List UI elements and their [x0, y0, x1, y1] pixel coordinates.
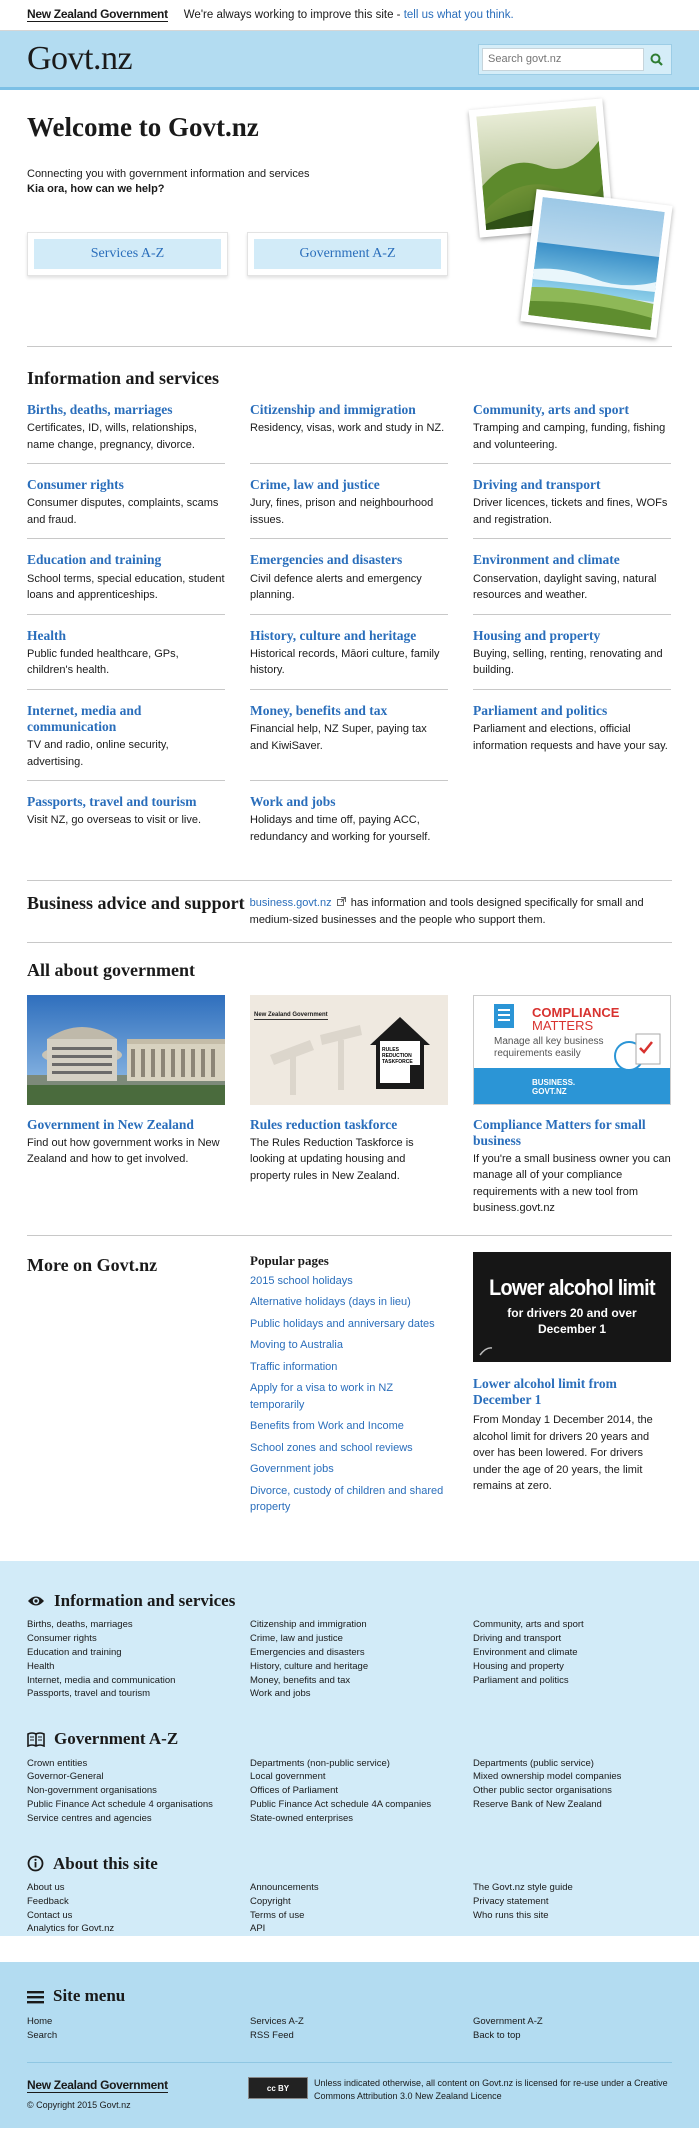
info-item-housing[interactable]: Housing and property Buying, selling, renting, renovating and building.: [473, 628, 671, 690]
nz-government-logo[interactable]: New Zealand Government: [27, 6, 168, 21]
footer-link[interactable]: Consumer rights: [27, 1633, 97, 1645]
footer-link[interactable]: Passports, travel and tourism: [27, 1688, 151, 1700]
info-icon: [27, 1855, 44, 1872]
footer-link[interactable]: Contact us: [27, 1909, 73, 1921]
footer-link[interactable]: Public Finance Act schedule 4A companies: [250, 1798, 432, 1810]
info-item-money[interactable]: Money, benefits and tax Financial help, NZ Super, paying tax and KiwiSaver.: [250, 703, 448, 781]
services-az-button[interactable]: Services A-Z: [27, 232, 228, 276]
popular-link[interactable]: School zones and school reviews: [250, 1441, 413, 1454]
footer-link[interactable]: Driving and transport: [473, 1633, 562, 1645]
footer-bottom: [27, 2062, 672, 2127]
site-logo[interactable]: Govt.nz: [27, 40, 133, 78]
info-item-parliament[interactable]: Parliament and politics Parliament and elections, official information requests and have your say.: [473, 702, 668, 752]
popular-link[interactable]: Benefits from Work and Income: [250, 1420, 404, 1433]
gov-card-rules-reduction[interactable]: New Zealand Government RULES REDUCTION TASKFORCE Rules reduction taskforce The Rules Reduction Taskforce is looking at updating housing and property rules in New Zealand.: [250, 995, 448, 1217]
popular-link[interactable]: Government jobs: [250, 1463, 334, 1476]
footer-info-services: [27, 1589, 672, 1701]
book-icon: [27, 1732, 45, 1747]
more-on-govt: [27, 1236, 672, 1561]
footer-link[interactable]: Environment and climate: [473, 1646, 578, 1658]
footer-link[interactable]: Education and training: [27, 1646, 122, 1658]
footer-link[interactable]: Service centres and agencies: [27, 1812, 152, 1824]
search-form: [478, 44, 672, 75]
footer-info-title: Information and services: [54, 1590, 236, 1610]
information-and-services: [27, 347, 672, 881]
page-title: Welcome to Govt.nz: [27, 112, 259, 142]
footer-link[interactable]: Citizenship and immigration: [250, 1619, 367, 1631]
business-title: Business advice and support: [27, 893, 245, 914]
greeting: Kia ora, how can we help?: [27, 183, 165, 195]
footer-link[interactable]: Crown entities: [27, 1757, 88, 1769]
info-item-work[interactable]: Work and jobs Holidays and time off, paying ACC, redundancy and working for yourself.: [250, 794, 431, 843]
search-input[interactable]: [482, 48, 644, 71]
popular-link[interactable]: Apply for a visa to work in NZ temporarily: [250, 1382, 394, 1411]
footer-link[interactable]: Housing and property: [473, 1660, 564, 1672]
popular-link[interactable]: Moving to Australia: [250, 1339, 343, 1352]
info-item-crime[interactable]: Crime, law and justice Jury, fines, prison and neighbourhood issues.: [250, 477, 448, 539]
news-title[interactable]: Lower alcohol limit from December 1: [473, 1375, 617, 1408]
tagline: Connecting you with government information and services: [27, 168, 310, 180]
footer-link[interactable]: Privacy statement: [473, 1895, 549, 1907]
license: [248, 2077, 672, 2102]
footer-link[interactable]: Community, arts and sport: [473, 1619, 584, 1631]
popular-link[interactable]: Public holidays and anniversary dates: [250, 1317, 435, 1330]
info-item-consumer[interactable]: Consumer rights Consumer disputes, complaints, scams and fraud.: [27, 477, 225, 539]
footer-link[interactable]: Analytics for Govt.nz: [27, 1923, 115, 1935]
gov-card-compliance[interactable]: COMPLIANCE MATTERS Manage all key business requirements easily BUSINESS. GOVT.NZ Compliance Matters for small business If you're a small business owner you can manage all of your compliance requirements with a new tool from business.govt.nz: [473, 995, 671, 1217]
info-item-passports[interactable]: Passports, travel and tourism Visit NZ, go overseas to visit or live.: [27, 794, 202, 827]
footer-link[interactable]: Other public sector organisations: [473, 1785, 612, 1797]
all-about-government: [27, 943, 672, 1236]
site-header: [0, 31, 699, 90]
footer-link[interactable]: Copyright: [250, 1895, 291, 1907]
menu-link-government-az[interactable]: Government A-Z: [473, 2015, 543, 2027]
license-text: Unless indicated otherwise, all content on Govt.nz is licensed for re-use under a Creative Commons Attribution 3.0 New Zealand Licence: [314, 2078, 668, 2101]
feedback-message: We're always working to improve this site - tell us what you think.: [183, 8, 514, 21]
footer-link[interactable]: Crime, law and justice: [250, 1633, 343, 1645]
gov-section-title: All about government: [27, 959, 195, 980]
info-item-births[interactable]: Births, deaths, marriages Certificates, ID, wills, relationships, name change, pregnancy, divorce.: [27, 402, 225, 464]
business-text: business.govt.nz has information and tools designed specifically for small and medium-sized businesses and the people who support them.: [249, 897, 644, 927]
search-button[interactable]: [644, 48, 668, 71]
beach-image: [528, 197, 665, 330]
popular-link[interactable]: Traffic information: [250, 1360, 338, 1373]
info-item-citizenship[interactable]: Citizenship and immigration Residency, visas, work and study in NZ.: [250, 402, 448, 464]
footer-link[interactable]: Work and jobs: [250, 1688, 311, 1700]
footer-link[interactable]: Governor-General: [27, 1771, 104, 1783]
beehive-image: [27, 995, 225, 1105]
rules-reduction-image: New Zealand Government RULES REDUCTION TASKFORCE: [250, 995, 448, 1105]
footer-link[interactable]: State-owned enterprises: [250, 1812, 353, 1824]
footer-link[interactable]: Announcements: [250, 1882, 319, 1894]
business-advice: [27, 881, 672, 942]
menu-link-back-to-top[interactable]: Back to top: [473, 2029, 521, 2041]
info-item-history[interactable]: History, culture and heritage Historical records, Māori culture, family history.: [250, 628, 448, 690]
footer-link[interactable]: Parliament and politics: [473, 1674, 569, 1686]
info-section-title: Information and services: [27, 368, 219, 388]
popular-link[interactable]: Divorce, custody of children and shared property: [250, 1484, 444, 1514]
site-menu-title: Site menu: [53, 1986, 126, 2006]
footer-link[interactable]: Public Finance Act schedule 4 organisations: [27, 1798, 213, 1810]
info-item-environment[interactable]: Environment and climate Conservation, daylight saving, natural resources and weather.: [473, 552, 671, 614]
footer-link[interactable]: Reserve Bank of New Zealand: [473, 1798, 602, 1810]
menu-icon: [27, 1990, 44, 2004]
news-desc: From Monday 1 December 2014, the alcohol limit for drivers 20 years and over has been lowered. For drivers under the age of 20 years, the limit remains at zero.: [473, 1414, 653, 1493]
more-title: More on Govt.nz: [27, 1254, 158, 1275]
footer-link[interactable]: Terms of use: [250, 1909, 305, 1921]
news-feature: [473, 1252, 671, 1521]
beach-photo: [520, 189, 672, 338]
top-bar: [0, 0, 699, 31]
info-item-health[interactable]: Health Public funded healthcare, GPs, children's health.: [27, 628, 225, 690]
external-link-icon: [337, 897, 346, 906]
footer-link[interactable]: Departments (public service): [473, 1757, 594, 1769]
footer-link[interactable]: Money, benefits and tax: [250, 1674, 351, 1686]
gov-card-government-nz[interactable]: Government in New Zealand Find out how government works in New Zealand and how to get involved.: [27, 995, 225, 1217]
popular-link[interactable]: 2015 school holidays: [250, 1274, 353, 1287]
footer-link[interactable]: Non-government organisations: [27, 1785, 157, 1797]
eye-icon: [27, 1594, 45, 1608]
hero: [27, 90, 672, 347]
fern-icon: [479, 1346, 493, 1356]
compliance-matters-image: COMPLIANCE MATTERS Manage all key business requirements easily BUSINESS. GOVT.NZ: [473, 995, 671, 1105]
footer-nz-government-logo[interactable]: New Zealand Government: [27, 2078, 168, 2093]
menu-link-rss[interactable]: RSS Feed: [250, 2029, 294, 2041]
site-menu: [0, 1962, 699, 2128]
menu-link-search[interactable]: Search: [27, 2029, 58, 2041]
popular-pages: [250, 1252, 448, 1521]
search-icon: [650, 53, 663, 66]
footer-about-site: [27, 1852, 672, 1937]
info-item-community[interactable]: Community, arts and sport Tramping and camping, funding, fishing and volunteering.: [473, 402, 671, 464]
footer-link[interactable]: Health: [27, 1660, 55, 1672]
menu-link-services-az[interactable]: Services A-Z: [250, 2015, 304, 2027]
feedback-link[interactable]: tell us what you think.: [403, 8, 514, 21]
footer-gov-title: Government A-Z: [54, 1729, 179, 1749]
footer: [0, 1561, 699, 1936]
info-item-emergencies[interactable]: Emergencies and disasters Civil defence alerts and emergency planning.: [250, 552, 448, 614]
footer-link[interactable]: Internet, media and communication: [27, 1674, 176, 1686]
footer-link[interactable]: Mixed ownership model companies: [473, 1771, 622, 1783]
info-item-internet[interactable]: Internet, media and communication TV and radio, online security, advertising.: [27, 703, 225, 781]
popular-link[interactable]: Alternative holidays (days in lieu): [250, 1296, 411, 1309]
footer-about-title: About this site: [53, 1853, 158, 1873]
info-item-education[interactable]: Education and training School terms, special education, student loans and apprenticeships.: [27, 552, 225, 614]
footer-link[interactable]: Births, deaths, marriages: [27, 1619, 133, 1631]
menu-link-home[interactable]: Home: [27, 2015, 53, 2027]
footer-link[interactable]: Emergencies and disasters: [250, 1646, 365, 1658]
info-grid: [27, 402, 672, 868]
footer-link[interactable]: Local government: [250, 1771, 326, 1783]
footer-link[interactable]: The Govt.nz style guide: [473, 1882, 573, 1894]
footer-link[interactable]: Who runs this site: [473, 1909, 549, 1921]
info-item-driving[interactable]: Driving and transport Driver licences, tickets and fines, WOFs and registration.: [473, 477, 671, 539]
cc-by-badge[interactable]: cc BY: [248, 2077, 308, 2099]
footer-link[interactable]: About us: [27, 1882, 65, 1894]
footer-link[interactable]: API: [250, 1923, 266, 1935]
lower-alcohol-image[interactable]: Lower alcohol limit for drivers 20 and over December 1: [473, 1252, 671, 1362]
popular-title: Popular pages: [250, 1252, 329, 1268]
gov-grid: [27, 995, 672, 1217]
footer-government-az: [27, 1727, 672, 1825]
footer-link[interactable]: Offices of Parliament: [250, 1785, 339, 1797]
footer-link[interactable]: History, culture and heritage: [250, 1660, 369, 1672]
footer-link[interactable]: Departments (non-public service): [250, 1757, 390, 1769]
footer-link[interactable]: Feedback: [27, 1895, 69, 1907]
government-az-button[interactable]: Government A-Z: [247, 232, 448, 276]
business-link[interactable]: business.govt.nz: [249, 897, 332, 910]
copyright: © Copyright 2015 Govt.nz: [27, 2099, 131, 2110]
